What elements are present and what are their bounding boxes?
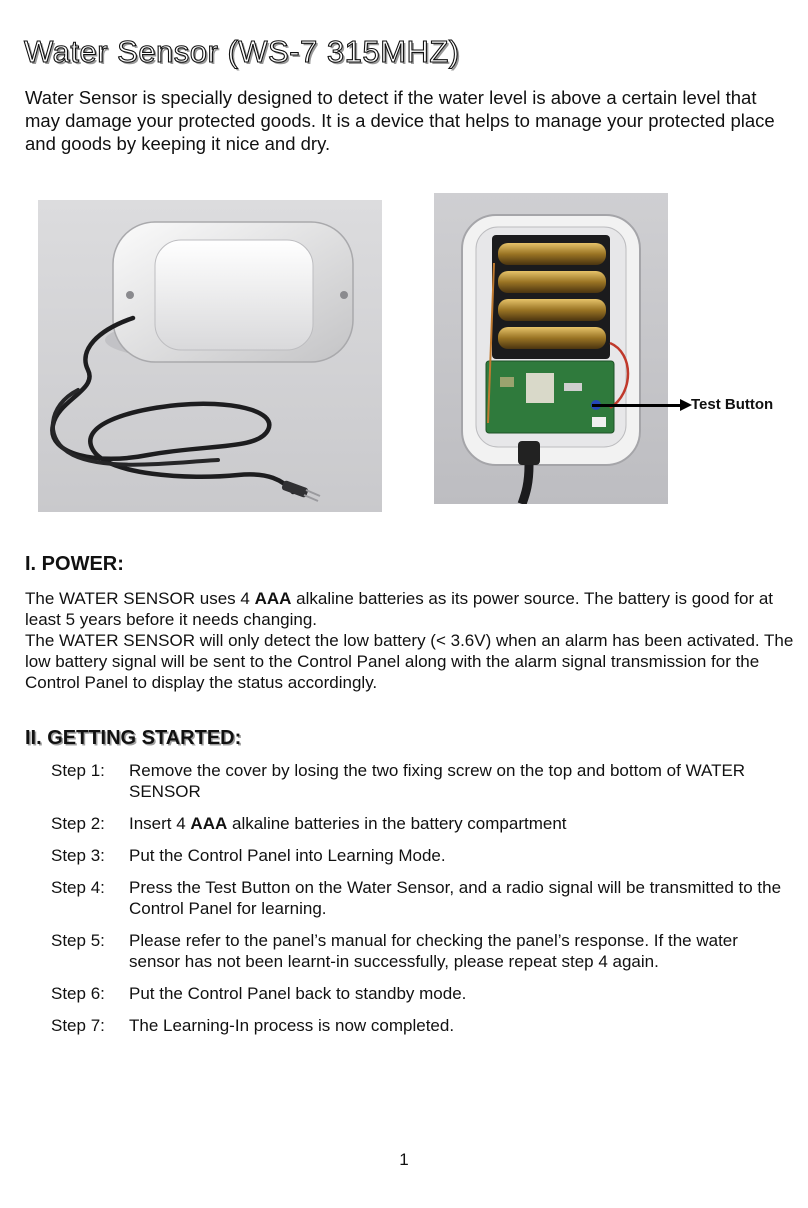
step-number: Step 1:	[51, 761, 105, 780]
step-number: Step 3:	[51, 846, 105, 865]
sensor-illustration	[38, 200, 382, 512]
step-text: Please refer to the panel’s manual for checking the panel’s response. If the water sensor has not been learnt-in successfully, please repeat step 4 again.	[129, 931, 738, 971]
step-text-after: alkaline batteries in the battery compartment	[227, 814, 567, 833]
sensor-inside-illustration	[434, 193, 668, 504]
step-text: Remove the cover by losing the two fixing screw on the top and bottom of WATER SENSOR	[129, 761, 746, 801]
step-item	[51, 877, 791, 919]
step-item	[51, 760, 791, 802]
step-text-before: Insert 4	[129, 814, 191, 833]
sensor-photo	[38, 200, 382, 512]
step-number: Step 2:	[51, 814, 105, 833]
step-number: Step 5:	[51, 931, 105, 950]
page-number: 1	[399, 1150, 409, 1169]
steps-list	[51, 760, 791, 1047]
step-number: Step 4:	[51, 878, 105, 897]
step-text: Put the Control Panel back to standby mode.	[129, 984, 467, 1003]
step-item	[51, 813, 791, 834]
test-button-callout	[592, 394, 792, 418]
step-text-bold: AAA	[190, 814, 228, 833]
step-number: Step 6:	[51, 984, 105, 1003]
power-paragraph-2: The WATER SENSOR will only detect the low battery (< 3.6V) when an alarm has been activated. The low battery signal will be sent to the Control Panel along with the alarm signal transmission for the Control Panel to display the status accordingly.	[25, 631, 794, 692]
power-text-after: alkaline batteries as its power source. The battery is good for at least 5 years before it needs changing.	[25, 589, 774, 629]
step-item	[51, 1015, 791, 1036]
getting-started-heading: II. GETTING STARTED:	[25, 727, 242, 749]
step-number: Step 7:	[51, 1016, 105, 1035]
power-heading: I. POWER:	[25, 553, 124, 575]
step-text: The Learning-In process is now completed.	[129, 1016, 455, 1035]
step-text: Put the Control Panel into Learning Mode.	[129, 846, 446, 865]
step-item	[51, 930, 791, 972]
step-item	[51, 983, 791, 1004]
power-text-before: The WATER SENSOR uses 4	[25, 589, 255, 608]
callout-arrow-line	[592, 404, 684, 407]
sensor-inside-photo	[434, 193, 668, 504]
step-text	[129, 813, 791, 834]
document-title: Water Sensor (WS-7 315MHZ)	[24, 34, 460, 69]
test-button-label: Test Button	[691, 396, 774, 413]
step-text: Press the Test Button on the Water Sensor, and a radio signal will be transmitted to the Control Panel for learning.	[129, 878, 782, 918]
power-paragraph-1	[25, 588, 795, 630]
step-item	[51, 845, 791, 866]
intro-paragraph: Water Sensor is specially designed to detect if the water level is above a certain level that may damage your protected goods. It is a device that helps to manage your protected place and goods by keeping it nice and dry.	[25, 87, 775, 154]
power-text-bold: AAA	[254, 589, 292, 608]
